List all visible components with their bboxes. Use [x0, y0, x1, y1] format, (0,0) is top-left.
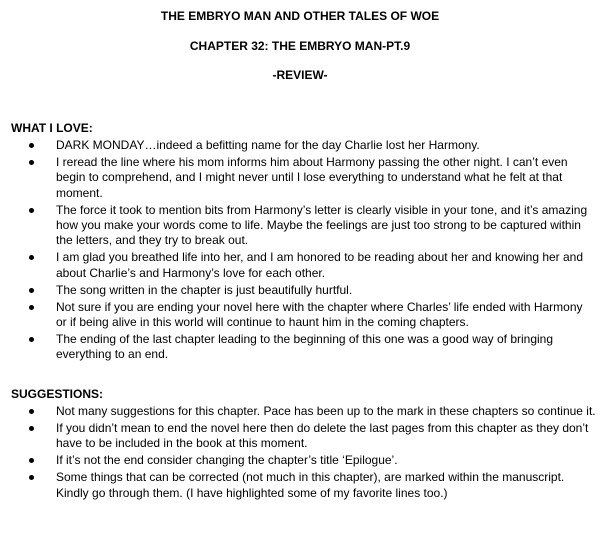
- bullet-icon: [29, 426, 34, 431]
- review-label: -REVIEW-: [272, 68, 328, 82]
- list-item: [11, 421, 596, 452]
- list-item-text: If you didn’t mean to end the novel here then do delete the last pages from this chapter as they don’t have to be included in the book at this moment.: [56, 420, 589, 451]
- list-item: [11, 300, 596, 331]
- section-heading: WHAT I LOVE:: [11, 121, 93, 135]
- bullet-icon: [29, 458, 34, 463]
- list-item-text: The song written in the chapter is just beautifully hurtful.: [56, 282, 353, 297]
- list-item: [11, 470, 596, 501]
- section-heading: SUGGESTIONS:: [11, 387, 104, 401]
- bullet-icon: [29, 208, 34, 213]
- bullet-icon: [29, 305, 34, 310]
- book-title: THE EMBRYO MAN AND OTHER TALES OF WOE: [160, 9, 440, 23]
- bullet-icon: [29, 160, 34, 165]
- list-item-text: I reread the line where his mom informs him about Harmony passing the other night. I can’t even begin to comprehend, and I might never until I lose everything to understand what he felt at that moment.: [56, 154, 568, 200]
- bullet-icon: [29, 409, 34, 414]
- list-item-text: The ending of the last chapter leading to the beginning of this one was a good way of bringing everything to an end.: [56, 331, 554, 362]
- suggestions-list: [11, 404, 596, 501]
- list-item: [11, 332, 596, 363]
- bullet-icon: [29, 475, 34, 480]
- suggestions-section: [11, 387, 596, 502]
- bullet-icon: [29, 255, 34, 260]
- bullet-icon: [29, 143, 34, 148]
- list-item-text: Some things that can be corrected (not much in this chapter), are marked within the manuscript. Kindly go through them. (I have highlighted some of my favorite lines too.): [56, 470, 565, 500]
- list-item: [11, 250, 596, 281]
- chapter-title: CHAPTER 32: THE EMBRYO MAN-PT.9: [189, 39, 411, 53]
- list-item: [11, 453, 596, 468]
- list-item: [11, 404, 596, 419]
- list-item-text: DARK MONDAY…indeed a befitting name for the day Charlie lost her Harmony.: [56, 138, 480, 152]
- list-item: [11, 283, 596, 298]
- what-i-love-section: [11, 121, 596, 364]
- list-item-text: I am glad you breathed life into her, and I am honored to be reading about her and knowing her and about Charlie’s and Harmony’s love for each other.: [56, 250, 584, 280]
- bullet-icon: [29, 337, 34, 342]
- list-item: [11, 203, 596, 249]
- list-item-text: The force it took to mention bits from Harmony’s letter is clearly visible in your tone, and it’s amazing how you make your words come to life. Maybe the feelings are just too strong to be captured within the letters, and they try to break out.: [56, 202, 588, 248]
- list-item-text: If it’s not the end consider changing the chapter’s title ‘Epilogue’.: [56, 453, 398, 468]
- bullet-icon: [29, 288, 34, 293]
- list-item: [11, 155, 596, 201]
- list-item-text: Not many suggestions for this chapter. Pace has been up to the mark in these chapters so continue it.: [56, 404, 596, 418]
- list-item-text: Not sure if you are ending your novel here with the chapter where Charles’ life ended with Harmony or if being alive in this world will continue to haunt him in the coming chapters.: [56, 299, 583, 329]
- love-list: [11, 138, 596, 363]
- list-item: [11, 138, 596, 153]
